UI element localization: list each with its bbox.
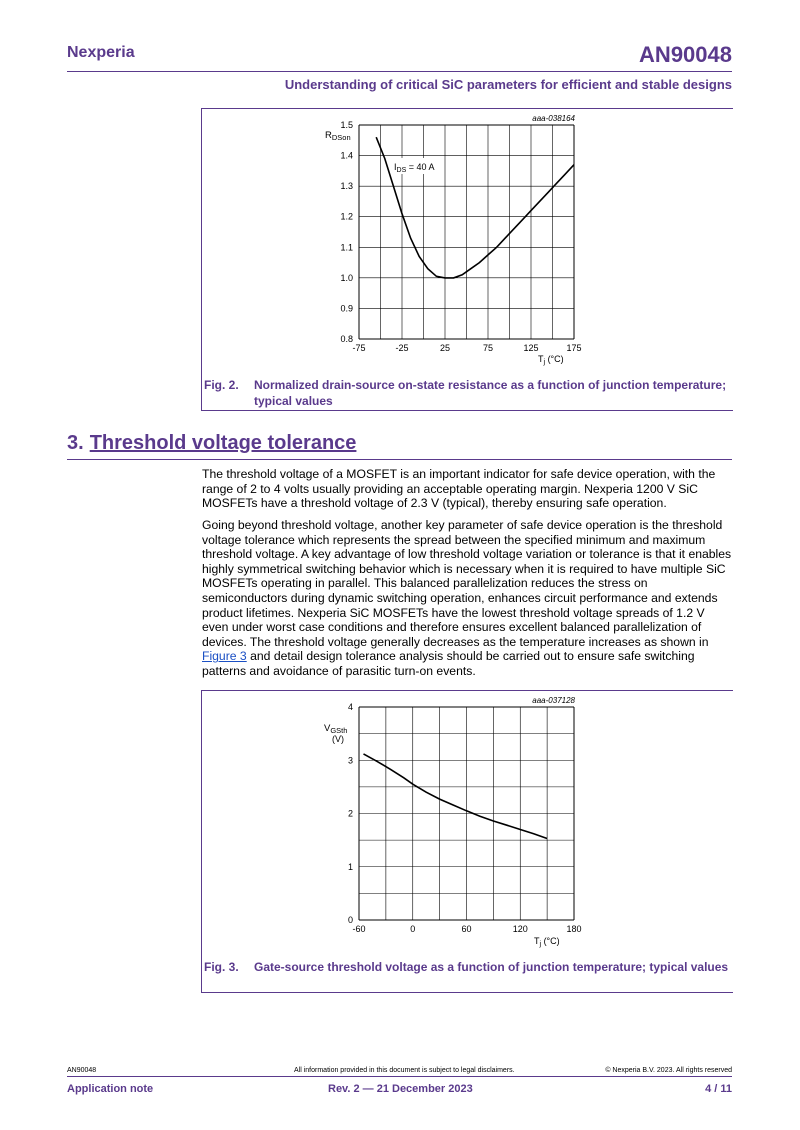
y-tick-label: 1.2 bbox=[340, 211, 353, 222]
figure-2-annotation: $I_{DS} = 40$ A bbox=[394, 162, 435, 174]
figure-2-y-axis-label: $R_{DSon}$ bbox=[325, 130, 351, 142]
figure-2-number: Fig. 2. bbox=[204, 378, 239, 392]
y-tick-label: 1.5 bbox=[340, 120, 353, 130]
figure-3-code: aaa-037128 bbox=[532, 696, 575, 705]
footer-page-number: 4 / 11 bbox=[705, 1083, 732, 1095]
figure-3-series-line bbox=[364, 754, 548, 839]
y-tick-label: 0.8 bbox=[340, 334, 353, 344]
section-title[interactable]: Threshold voltage tolerance bbox=[89, 432, 357, 454]
x-tick-label: 125 bbox=[523, 343, 539, 353]
x-tick-label: 60 bbox=[461, 924, 472, 934]
figure-3-link[interactable]: Figure 3 bbox=[202, 649, 247, 664]
figure-3-y-axis-label: $V_{GSth}$ bbox=[324, 723, 348, 735]
figure-3-x-tick-labels bbox=[352, 924, 581, 934]
y-tick-label: 0 bbox=[347, 915, 353, 925]
header-subtitle: Understanding of critical SiC parameters for efficient and stable designs bbox=[284, 77, 732, 92]
footer-rule bbox=[67, 1076, 732, 1077]
footer-copyright: © Nexperia B.V. 2023. All rights reserved bbox=[605, 1067, 732, 1074]
figure-3-chart bbox=[300, 694, 620, 950]
x-tick-label: -60 bbox=[352, 924, 366, 934]
figure-2-grid bbox=[359, 125, 574, 339]
figure-2-caption-text: Normalized drain-source on-state resistance as a function of junction temperature; typical values bbox=[254, 378, 727, 408]
figure-2-y-tick-labels bbox=[340, 120, 353, 344]
footer-doc-type: Application note bbox=[67, 1083, 154, 1095]
x-tick-label: -25 bbox=[395, 343, 409, 353]
y-tick-label: 1.0 bbox=[340, 272, 353, 283]
paragraph-1: The threshold voltage of a MOSFET is an important indicator for safe device operation, with the range of 2 to 4 volts usually providing an acceptable operating margin. Nexperia 1200 V SiC MOSFETs have a threshold voltage of 2.3 V (typical), thereby ensuring safe operation. bbox=[202, 467, 716, 511]
figure-2-x-tick-labels bbox=[352, 343, 581, 353]
figure-3-y-axis-unit: (V) bbox=[332, 734, 344, 744]
figure-3-grid bbox=[359, 707, 574, 920]
x-tick-label: 120 bbox=[512, 924, 528, 934]
y-tick-label: 1.3 bbox=[340, 181, 353, 192]
x-tick-label: 175 bbox=[566, 343, 582, 353]
y-tick-label: 1 bbox=[347, 861, 353, 872]
x-tick-label: 25 bbox=[439, 343, 451, 353]
figure-2-x-axis-label: $T_j$ (°C) bbox=[538, 354, 564, 366]
y-tick-label: 1.4 bbox=[340, 150, 353, 161]
section-heading bbox=[67, 432, 356, 455]
section-rule bbox=[67, 459, 732, 460]
header-brand: Nexperia bbox=[67, 44, 135, 61]
figure-2-code: aaa-038164 bbox=[532, 114, 575, 123]
figure-2-chart bbox=[300, 112, 620, 368]
x-tick-label: 75 bbox=[482, 343, 494, 353]
header-doc-id: AN90048 bbox=[639, 42, 732, 67]
y-tick-label: 3 bbox=[347, 755, 353, 766]
paragraph-2: Going beyond threshold voltage, another key parameter of safe device operation is the threshold voltage tolerance which represents the spread between the specified minimum and maximum threshold voltage. A key advantage of low threshold voltage variation or tolerance is that it enables highly symmetrical switching behavior which is necessary when it is required to have multiple SiC MOSFETs operating in parallel. This balanced parallelization reduces the stress on semiconductors during dynamic switching operation, enhances circuit performance and extends product lifetimes. Nexperia SiC MOSFETs have the lowest threshold voltage spreads of 1.2 V even under worst case conditions and therefore ensures excellent balanced parallelization of devices. The threshold voltage generally decreases as the temperature increases as shown in Figure 3 and detail design tolerance analysis should be carried out to ensure safe switching patterns and avoidance of parasitic turn-on events. bbox=[202, 518, 732, 678]
footer-disclaimer: All information provided in this document is subject to legal disclaimers. bbox=[294, 1067, 515, 1074]
figure-3-number: Fig. 3. bbox=[204, 960, 239, 974]
section-number: 3. bbox=[67, 432, 84, 454]
y-tick-label: 1.1 bbox=[340, 242, 353, 253]
figure-3-caption-text: Gate-source threshold voltage as a function of junction temperature; typical values bbox=[254, 960, 729, 974]
footer-doc-id: AN90048 bbox=[67, 1067, 97, 1074]
y-tick-label: 2 bbox=[347, 808, 353, 819]
figure-3-x-axis-label: $T_j$ (°C) bbox=[534, 936, 560, 948]
header-rule bbox=[67, 71, 732, 72]
y-tick-label: 0.9 bbox=[340, 303, 353, 314]
x-tick-label: -75 bbox=[352, 343, 366, 353]
x-tick-label: 180 bbox=[566, 924, 582, 934]
figure-3-y-tick-labels bbox=[348, 702, 353, 925]
footer-revision: Rev. 2 — 21 December 2023 bbox=[328, 1083, 473, 1095]
y-tick-label: 4 bbox=[347, 702, 353, 712]
x-tick-label: 0 bbox=[410, 924, 416, 934]
